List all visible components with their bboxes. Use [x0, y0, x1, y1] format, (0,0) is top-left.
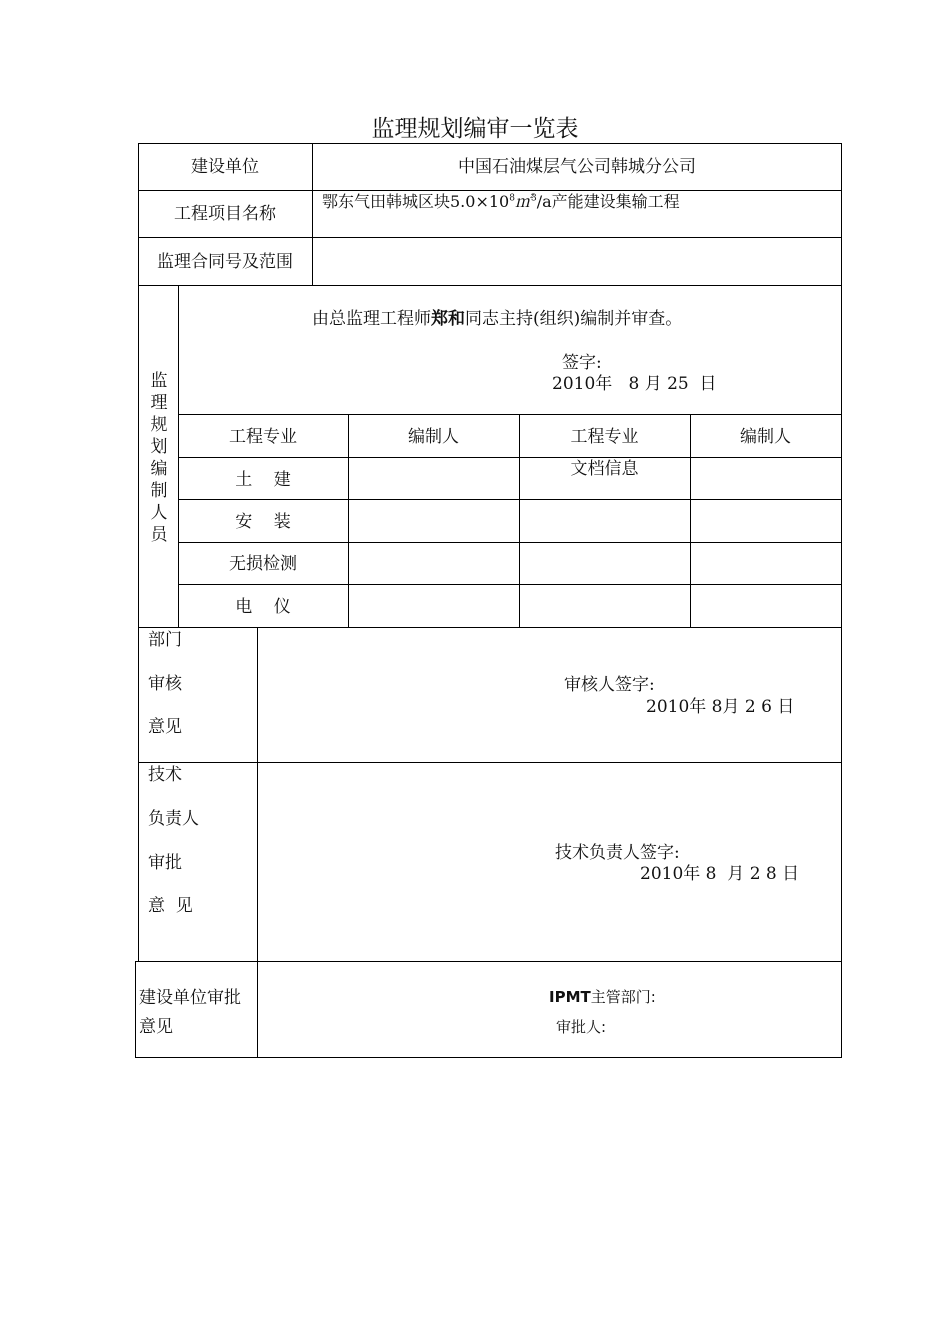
- statement-suffix: 同志主持(组织)编制并审查。: [465, 309, 683, 329]
- unit-label: 建设单位: [191, 157, 259, 177]
- table-row-specialty: 土 建: [235, 470, 291, 490]
- owner-approver-label: 审批人:: [556, 1018, 607, 1036]
- vertical-char: 监: [150, 371, 168, 391]
- technical-sign-label: 技术负责人签字:: [555, 843, 680, 863]
- vertical-char: 员: [150, 525, 168, 545]
- compile-sign-label: 签字:: [562, 353, 602, 373]
- technical-label-line: 技术: [148, 765, 182, 785]
- project-value-exponent: 8: [509, 193, 515, 204]
- table-top-border: [138, 143, 842, 144]
- row-divider: [138, 762, 842, 763]
- department-date: 2010年 8月 2 6 日: [646, 697, 795, 717]
- row-divider: [178, 499, 842, 500]
- department-label-line: 审核: [148, 674, 182, 694]
- table-bottom-border: [135, 1057, 842, 1058]
- row-divider: [178, 457, 842, 458]
- compile-statement: [312, 311, 682, 328]
- project-label: 工程项目名称: [174, 204, 276, 224]
- table-row-specialty: 电 仪: [235, 597, 291, 617]
- row-divider: [138, 627, 842, 628]
- vertical-char: 编: [150, 459, 168, 479]
- vertical-char: 规: [150, 415, 168, 435]
- header-editor: 编制人: [408, 427, 459, 447]
- header-editor-2: 编制人: [740, 427, 791, 447]
- compile-date: 2010年 8 月 25 日: [552, 374, 717, 394]
- department-label-line: 部门: [148, 630, 182, 650]
- row-divider: [178, 584, 842, 585]
- table-row-specialty-2: 文档信息: [570, 459, 639, 479]
- dept-suffix: 主管部门:: [590, 988, 656, 1006]
- owner-label-line: 建设单位审批: [139, 988, 241, 1008]
- compile-section-label: [140, 370, 178, 546]
- vertical-char: 理: [150, 393, 168, 413]
- row-divider: [135, 961, 842, 962]
- contract-label: 监理合同号及范围: [157, 252, 293, 272]
- technical-label-line: 意 见: [148, 896, 193, 916]
- row-divider: [178, 542, 842, 543]
- table-right-border: [841, 143, 842, 1058]
- table-left-border-lower: [135, 961, 136, 1058]
- project-value: [322, 194, 680, 210]
- header-specialty: 工程专业: [229, 427, 297, 447]
- owner-dept-label: [549, 990, 656, 1005]
- project-value-exponent2: 3: [530, 193, 537, 204]
- department-sign-label: 审核人签字:: [564, 675, 655, 695]
- row-divider: [138, 190, 842, 191]
- vertical-char: 制: [150, 481, 168, 501]
- project-value-main: 鄂东气田韩城区块5.0×10: [322, 192, 510, 211]
- vertical-char: 人: [150, 503, 168, 523]
- ipmt-prefix: IPMT: [549, 988, 591, 1006]
- project-value-suffix: /a产能建设集输工程: [536, 192, 680, 211]
- vertical-char: 划: [150, 437, 168, 457]
- chief-engineer-name: 郑和: [431, 309, 465, 329]
- technical-date: 2010年 8 月 2 8 日: [640, 864, 800, 884]
- department-label-line: 意见: [148, 717, 182, 737]
- owner-label-line: 意见: [139, 1017, 173, 1037]
- row-divider: [138, 285, 842, 286]
- row-divider: [178, 414, 842, 415]
- table-row-specialty: 安 装: [235, 512, 291, 532]
- header-specialty-2: 工程专业: [570, 427, 639, 447]
- col-divider: [257, 627, 258, 1058]
- unit-value: 中国石油煤层气公司韩城分公司: [458, 157, 696, 177]
- page-title: 监理规划编审一览表: [371, 116, 579, 142]
- project-value-unit: ㎡: [514, 192, 531, 211]
- technical-label-line: 审批: [148, 853, 182, 873]
- table-row-specialty: 无损检测: [229, 554, 297, 574]
- col-divider: [178, 285, 179, 627]
- statement-prefix: 由总监理工程师: [312, 309, 431, 329]
- row-divider: [138, 237, 842, 238]
- technical-label-line: 负责人: [148, 809, 199, 829]
